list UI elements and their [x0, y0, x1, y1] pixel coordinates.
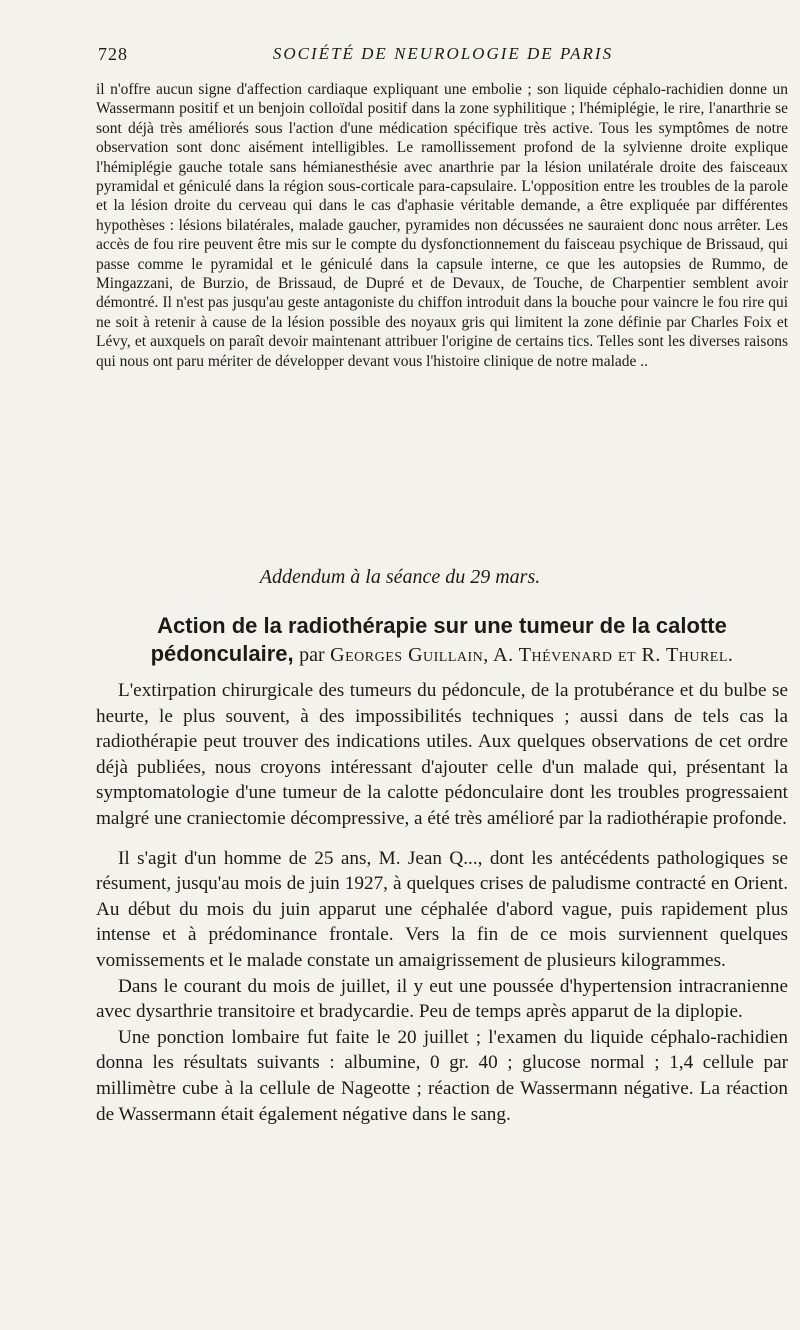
- article-authors: Georges Guillain, A. Thévenard et R. Thurel.: [330, 644, 734, 666]
- article-body: [96, 678, 788, 1127]
- body-paragraph: Une ponction lombaire fut faite le 20 juillet ; l'examen du liquide céphalo-rachidien donna les résultats suivants : albumine, 0 gr. 40 ; glucose normal ; 1,4 cellule par millimètre cube à la cellule de Nageotte ; réaction de Wassermann négative. La réaction de Wassermann était également négative dans le sang.: [96, 1026, 788, 1125]
- previous-article-ending: [96, 80, 788, 371]
- article-title-line-1: Action de la radiothérapie sur une tumeur de la calotte: [157, 613, 727, 638]
- journal-title: SOCIÉTÉ DE NEUROLOGIE DE PARIS: [272, 44, 614, 63]
- article-byline-prefix: par: [299, 644, 325, 666]
- body-paragraph: Il s'agit d'un homme de 25 ans, M. Jean Q..., dont les antécédents pathologiques se résument, jusqu'au mois de juin 1927, à quelques crises de paludisme contracté en Orient. Au début du mois du juin apparut une céphalée d'abord vague, puis rapidement plus intense et à prédominance frontale. Vers la fin de ce mois surviennent quelques vomissements et le malade constate un amaigrissement de plusieurs kilogrammes.: [96, 847, 788, 971]
- body-paragraph: Dans le courant du mois de juillet, il y eut une poussée d'hypertension intracranienne avec dysarthrie transitoire et bradycardie. Peu de temps après apparut de la diplopie.: [96, 975, 788, 1023]
- addendum-heading: Addendum à la séance du 29 mars.: [259, 566, 541, 588]
- article-title-line-2: pédonculaire,: [150, 641, 294, 666]
- article-title: [96, 612, 788, 669]
- running-head: [98, 44, 788, 65]
- page-number: 728: [98, 44, 128, 64]
- previous-article-paragraph: il n'offre aucun signe d'affection cardiaque expliquant une embolie ; son liquide céphalo-rachidien donne un Wassermann positif et un benjoin colloïdal positif dans la zone syphilitique ; l'hémiplégie, le rire, l'anarthrie se sont déjà très améliorés sous l'action d'une médication spécifique très active. Tous les symptômes de notre observation sont donc aisément intelligibles. Le ramollissement profond de la sylvienne droite explique l'hémiplégie gauche totale sans hémianesthésie avec anarthrie par la lésion unilatérale droite des faisceaux pyramidal et géniculé dans la région sous-corticale para-capsulaire. L'opposition entre les troubles de la parole et la lésion droite du cerveau qui dans le cas d'aphasie véritable demande, a être expliquée par différentes hypothèses : lésions bilatérales, malade gaucher, pyramides non décussées ne sauraient donc nous arrêter. Les accès de fou rire peuvent être mis sur le compte du dysfonctionnement du faisceau psychique de Brissaud, qui passe comme le pyramidal et le géniculé dans la capsule interne, ce que les autopsies de Rummo, de Mingazzani, de Burzio, de Brissaud, de Dupré et de Devaux, de Touche, de Charpentier semblent avoir démontré. Il n'est pas jusqu'au geste antagoniste du chiffon introduit dans la bouche pour vaincre le fou rire qui ne soit à retenir à cause de la lésion possible des noyaux gris qui limitent la zone définie par Charles Foix et Lévy, et auxquels on paraît devoir maintenant attribuer l'origine de certains tics. Telles sont les diverses raisons qui nous ont paru mériter de développer devant vous l'histoire clinique de notre malade ..: [96, 81, 788, 370]
- body-paragraph: L'extirpation chirurgicale des tumeurs du pédoncule, de la protubérance et du bulbe se heurte, le plus souvent, à des impossibilités techniques ; aussi dans de tels cas la radiothérapie peut trouver des indications utiles. Aux quelques observations de cet ordre déjà publiées, nous croyons intéressant d'ajouter celle d'un malade qui, présentant la symptomatologie d'une tumeur de la calotte pédonculaire dont les troubles progressaient malgré une craniectomie décompressive, a été très amélioré par la radiothérapie profonde.: [96, 680, 788, 829]
